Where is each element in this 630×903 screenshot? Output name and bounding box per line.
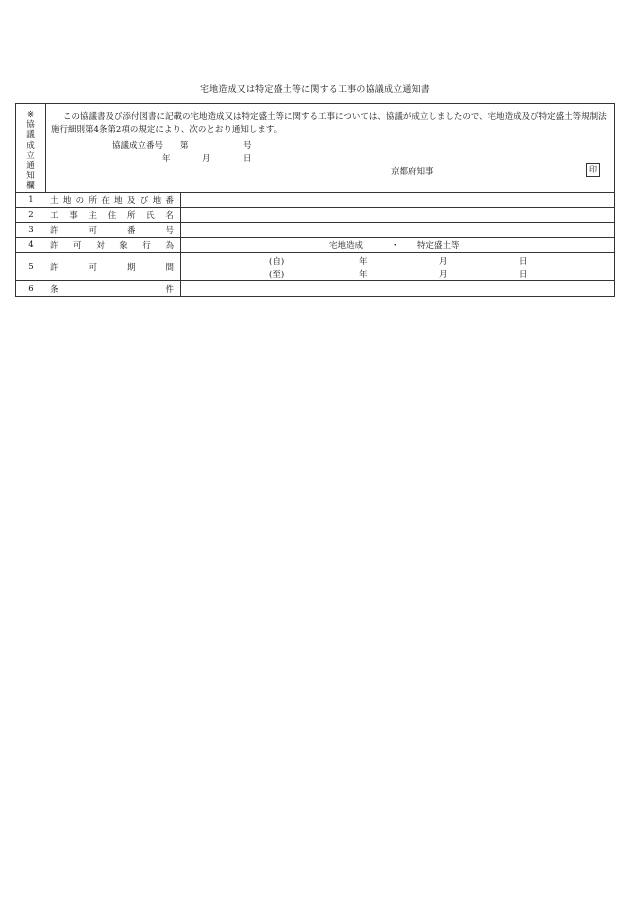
agreement-number-suffix: 号 [243, 141, 252, 151]
row-label: 工 事 主 住 所 氏 名 [46, 208, 181, 222]
row-label: 許 可 番 号 [46, 223, 181, 237]
notice-side-label [16, 104, 46, 192]
option-residential[interactable]: 宅地造成 [329, 241, 364, 251]
row-number: 1 [28, 195, 34, 205]
conditions-value[interactable] [181, 281, 614, 296]
row-label: 許 可 期 間 [46, 253, 181, 280]
row-label: 条 件 [46, 281, 181, 296]
row-label: 土 地 の 所 在 地 及 び 地 番 [46, 193, 181, 207]
period-from-day: 日 [519, 257, 528, 267]
date-year: 年 [162, 154, 171, 164]
row-number: 6 [28, 283, 34, 294]
table-row [16, 208, 614, 223]
side-char: 協 [26, 120, 35, 131]
side-char: 通 [26, 161, 35, 172]
row-number: 2 [28, 210, 34, 220]
permit-period-value [181, 253, 614, 280]
table-row [16, 253, 614, 281]
period-to: (至) [269, 270, 285, 280]
agreement-number-label: 協議成立番号 [112, 141, 164, 151]
side-char: 成 [26, 140, 35, 151]
notice-text: この協議書及び添付図書に記載の宅地造成又は特定盛土等に関する工事については、協議が成立しましたので、宅地造成及び特定盛土等規制法施行細則第4条第2項の規定により、次のとおり通知します。 [51, 112, 607, 135]
agreement-number-prefix: 第 [180, 141, 189, 151]
row-number: 3 [28, 225, 34, 235]
option-fill[interactable]: 特定盛土等 [417, 241, 460, 251]
period-from-month: 月 [439, 257, 448, 267]
row-number: 5 [28, 261, 34, 272]
option-separator: ・ [391, 241, 400, 251]
row-label: 許 可 対 象 行 為 [46, 238, 181, 252]
period-to-year: 年 [359, 270, 368, 280]
date-day: 日 [243, 154, 252, 164]
permit-number-value[interactable] [181, 223, 614, 237]
land-location-value[interactable] [181, 193, 614, 207]
side-char: 欄 [26, 181, 35, 192]
notification-form [15, 103, 615, 297]
period-to-month: 月 [439, 270, 448, 280]
row-number: 4 [28, 240, 34, 250]
table-row [16, 223, 614, 238]
period-to-day: 日 [519, 270, 528, 280]
side-char: 知 [26, 171, 35, 182]
permit-action-value [181, 238, 614, 252]
notice-section [16, 104, 614, 193]
page-title: 宅地造成又は特定盛土等に関する工事の協議成立通知書 [199, 85, 430, 95]
contractor-value[interactable] [181, 208, 614, 222]
issuer: 京都府知事 [391, 167, 434, 177]
period-from-year: 年 [359, 257, 368, 267]
date-month: 月 [202, 154, 211, 164]
side-char: 立 [26, 150, 35, 161]
side-char: ※ [26, 110, 35, 120]
table-row [16, 193, 614, 208]
table-row [16, 281, 614, 296]
period-from: (自) [269, 257, 285, 267]
side-char: 議 [26, 130, 35, 141]
seal-box: 印 [586, 163, 600, 177]
notice-body [46, 104, 614, 192]
table-row [16, 238, 614, 253]
